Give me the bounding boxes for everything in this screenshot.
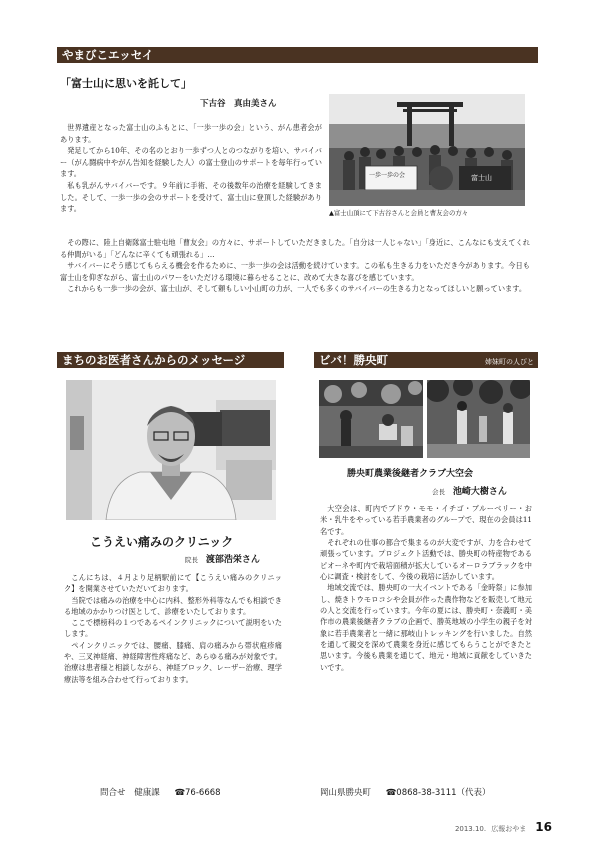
essay-title: 「富士山に思いを託して」 bbox=[60, 77, 192, 90]
clinic-name: こうえい痛みのクリニック bbox=[90, 535, 234, 549]
doctor-section-bar bbox=[57, 352, 284, 368]
viva-credit bbox=[432, 484, 507, 497]
essay-banner-2: 富士山 bbox=[471, 174, 492, 182]
doctor-contact-phone: ☎76-6668 bbox=[174, 788, 221, 798]
doctor-contact-dept: 健康課 bbox=[134, 788, 160, 798]
viva-contact bbox=[320, 786, 491, 798]
viva-paragraph: 地域交流では、勝央町の一大イベントである「金時祭」に参加し、焼きトウモロコシや会員が作った農作物などを販売して地元の人と交流を行っています。今年の夏には、勝央町・奈義町・美作市の農業後継者クラブの企画で、勝英地域の小学生の親子を対象に若手農業者と一緒に那岐山トレッキングを行いました。自然を通して親交を深めて農業を身近に感じてもらうことができたと思います。今後も農業を通じて、地元・地域に貢献をしていきたいです。 bbox=[320, 583, 532, 672]
essay-paragraph: 私も乳がんサバイバーです。９年前に手術、その後数年の治療を経験してきました。そして、一歩一歩の会のサポートを受けて、富士山に登頂した経験があります。 bbox=[60, 180, 322, 214]
doctor-contact bbox=[100, 786, 221, 798]
footer-issue: 2013.10. bbox=[454, 825, 487, 833]
viva-photo-right bbox=[427, 380, 530, 458]
essay-body-narrow bbox=[60, 122, 322, 215]
footer-publication: 広報おやま bbox=[491, 825, 527, 833]
doctor-paragraph: こんにちは、４月より足柄駅前にて【こうえい痛みのクリニック】を開業させていただいております。 bbox=[64, 573, 282, 594]
doctor-contact-label: 問合せ bbox=[100, 788, 126, 798]
doctor-body bbox=[64, 572, 282, 685]
essay-section-bar bbox=[57, 47, 538, 63]
viva-role: 会長 bbox=[432, 488, 445, 496]
viva-contact-org: 岡山県勝央町 bbox=[320, 788, 372, 798]
viva-body bbox=[320, 503, 532, 673]
essay-author bbox=[200, 97, 277, 109]
viva-paragraph: それぞれの仕事の都合で集まるのが大変ですが、力を合わせて頑張っています。プロジェクト活動では、勝央町の特産物であるピオーネや町内で栽培面積が拡大しているオーロラブラックを中心に調査・検討をして、今後の栽培に活かしています。 bbox=[320, 538, 532, 582]
essay-banner-1: 一歩一歩の会 bbox=[369, 172, 406, 179]
essay-section-title: やまびこエッセイ bbox=[62, 48, 154, 62]
essay-body-wide bbox=[60, 237, 530, 295]
viva-photo-left bbox=[319, 380, 423, 458]
viva-paragraph: 大空会は、町内でブドウ・モモ・イチゴ・ブルーベリー・お米・乳牛をやっている若手農業者のグループで、現在の会員は11名です。 bbox=[320, 504, 532, 536]
vineyard-photo-illustration bbox=[319, 380, 423, 458]
footer-page-number: 16 bbox=[535, 820, 552, 834]
viva-section-sub: 姉妹町の人びと bbox=[485, 358, 534, 366]
doctor-section-title: まちのお医者さんからのメッセージ bbox=[62, 353, 246, 367]
page-footer bbox=[455, 816, 552, 835]
doctor-paragraph: ペインクリニックでは、腰痛、膝痛、肩の痛みから帯状疱疹痛や、三叉神経痛、神経障害性疼痛など、あらゆる痛みが対象です。治療は患者様と相談しながら、神経ブロック、レーザー治療、理学療法等を組み合わせて行っております。 bbox=[64, 640, 282, 684]
essay-paragraph: その際に、陸上自衛隊富士駐屯地「曹友会」の方々に、サポートしていただきました。「自分は一人じゃない」「身近に、こんなにも支えてくれる仲間がいる」「どんなに辛くても頑張れる」… bbox=[60, 238, 530, 259]
essay-author-name: 下古谷 真由美さん bbox=[200, 99, 277, 109]
viva-section-bar bbox=[314, 352, 538, 368]
essay-paragraph: これからも一歩一歩の会が、富士山が、そして頼もしい小山町の力が、一人でも多くのサバイバーの生きる力となってほしいと願っています。 bbox=[67, 284, 527, 294]
essay-paragraph: 世界遺産となった富士山のふもとに、「一歩一歩の会」という、がん患者会があります。 bbox=[60, 123, 322, 144]
doctor-credit bbox=[185, 552, 260, 565]
doctor-name: 渡部浩栄さん bbox=[205, 555, 260, 565]
doctor-photo bbox=[66, 380, 276, 520]
viva-contact-phone: ☎0868-38-3111（代表） bbox=[385, 788, 491, 798]
essay-photo-caption: ▲富士山頂にて下古谷さんと会員と曹友会の方々 bbox=[329, 209, 469, 217]
trekking-photo-illustration bbox=[427, 380, 530, 458]
doctor-paragraph: 当院では痛みの治療を中心に内科、整形外科等なんでも相談できる地域のかかりつけ医として、診療をいたしております。 bbox=[64, 595, 282, 616]
essay-paragraph: サバイバーにそう感じてもらえる機会を作るために、一歩一歩の会は活動を続けています。この私も生きる力をいただき今があります。今日も富士山を仰ぎながら、富士山のパワーをいただける環境に暮らせることに、改めて大きな喜びを感じています。 bbox=[60, 261, 530, 282]
viva-section-title: ビバ！勝央町 bbox=[319, 353, 388, 367]
essay-photo bbox=[329, 94, 525, 206]
viva-name: 池崎大樹さん bbox=[452, 487, 507, 497]
essay-paragraph: 発足してから10年、その名のとおり一歩ずつ人とのつながりを培い、サバイバー（がん闘病中やがん告知を経験した人）の富士登山のサポートを毎年行っています。 bbox=[60, 146, 322, 179]
doctor-portrait-illustration bbox=[66, 380, 276, 520]
club-name: 勝央町農業後継者クラブ大空会 bbox=[347, 469, 474, 479]
summit-photo-illustration bbox=[329, 94, 525, 206]
doctor-role: 院長 bbox=[185, 556, 198, 564]
doctor-paragraph: ここで標榜科の１つであるペインクリニックについて説明をいたします。 bbox=[64, 618, 282, 639]
